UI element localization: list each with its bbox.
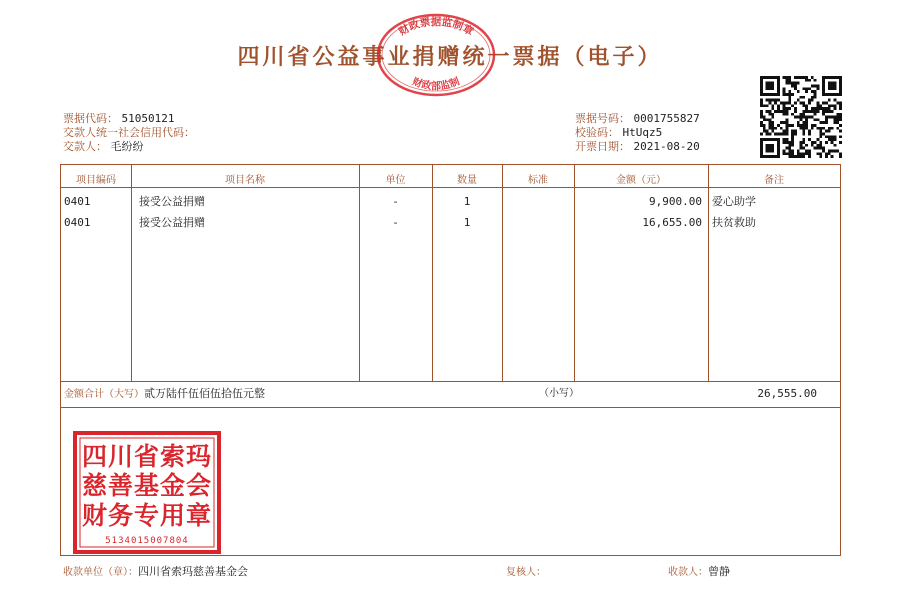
header-amount: 金额（元）: [616, 175, 666, 186]
header-rule: [61, 187, 840, 188]
qr-finder-pattern: [822, 76, 842, 96]
seal-bottom-text: 财政部监制: [410, 76, 462, 93]
row1-code: 0401: [64, 195, 91, 208]
left-meta: [63, 112, 195, 154]
row2-name: 接受公益捐赠: [139, 216, 205, 229]
document-title: 四川省公益事业捐赠统一票据（电子）: [237, 44, 663, 70]
header-name: 项目名称: [225, 175, 265, 186]
qr-finder-pattern: [760, 76, 780, 96]
row1-amount: 9,900.00: [649, 195, 702, 208]
meta-value: 51050121: [121, 112, 175, 125]
footer-reviewer: [506, 563, 546, 578]
total-amount: 26,555.00: [757, 387, 817, 400]
row2-code: 0401: [64, 216, 91, 229]
header-standard: 标准: [528, 175, 548, 186]
meta-row: [63, 112, 195, 126]
meta-label: 票据号码：: [575, 112, 630, 125]
total-row: [64, 387, 265, 402]
col-divider: [708, 165, 709, 382]
meta-row: [63, 140, 195, 154]
row1-qty: 1: [463, 195, 471, 208]
row1-unit: -: [392, 195, 399, 208]
footer-receiver: [668, 563, 730, 579]
meta-value: HtUqz5: [622, 126, 663, 139]
right-meta: [575, 112, 700, 154]
row2-qty: 1: [463, 216, 471, 229]
header-unit: 单位: [385, 175, 406, 186]
meta-row: [575, 140, 700, 154]
total-words: 贰万陆仟伍佰伍拾伍元整: [144, 387, 265, 400]
reviewer-label: 复核人：: [506, 567, 546, 578]
meta-label: 交款人：: [63, 140, 107, 153]
header-qty: 数量: [457, 175, 477, 186]
seal-number: 5134015007804: [105, 536, 189, 546]
meta-value: 0001755827: [633, 112, 700, 125]
payee-unit-label: 收款单位（章）：: [63, 567, 138, 578]
supervision-seal: [375, 12, 497, 98]
small-label: （小写）: [539, 388, 579, 399]
row1-note: 爱心助学: [712, 195, 756, 208]
receiver: 曾静: [708, 565, 730, 578]
qr-code: [757, 76, 845, 158]
row2-unit: -: [392, 216, 399, 229]
footer-payee: [63, 563, 248, 579]
row2-note: 扶贫救助: [712, 216, 756, 229]
total-bottom-rule: [61, 407, 840, 408]
svg-text:财政部监制: [411, 75, 462, 93]
meta-row: [575, 126, 700, 140]
seal-line: 慈善基金会: [81, 471, 213, 500]
payee-unit: 四川省索玛慈善基金会: [138, 565, 248, 578]
qr-finder-pattern: [760, 138, 780, 158]
row2-amount: 16,655.00: [642, 216, 702, 229]
total-top-rule: [61, 381, 840, 382]
finance-seal: [73, 431, 221, 554]
header-code: 项目编码: [76, 175, 116, 186]
row1-name: 接受公益捐赠: [139, 195, 205, 208]
meta-value: 毛纷纷: [110, 140, 144, 153]
meta-row: [575, 112, 700, 126]
header-note: 备注: [764, 175, 784, 186]
receiver-label: 收款人：: [668, 567, 708, 578]
meta-value: 2021-08-20: [633, 140, 700, 153]
col-divider: [502, 165, 503, 382]
col-divider: [131, 165, 132, 382]
meta-label: 交款人统一社会信用代码：: [63, 126, 195, 139]
seal-top-text: 财政票据监制章: [396, 16, 476, 39]
meta-label: 票据代码：: [63, 112, 118, 125]
seal-line: 四川省索玛: [81, 442, 213, 471]
seal-line: 财务专用章: [81, 501, 213, 530]
meta-label: 校验码：: [575, 126, 619, 139]
total-label: 金额合计（大写）: [64, 389, 144, 400]
meta-row: [63, 126, 195, 140]
meta-label: 开票日期：: [575, 140, 630, 153]
